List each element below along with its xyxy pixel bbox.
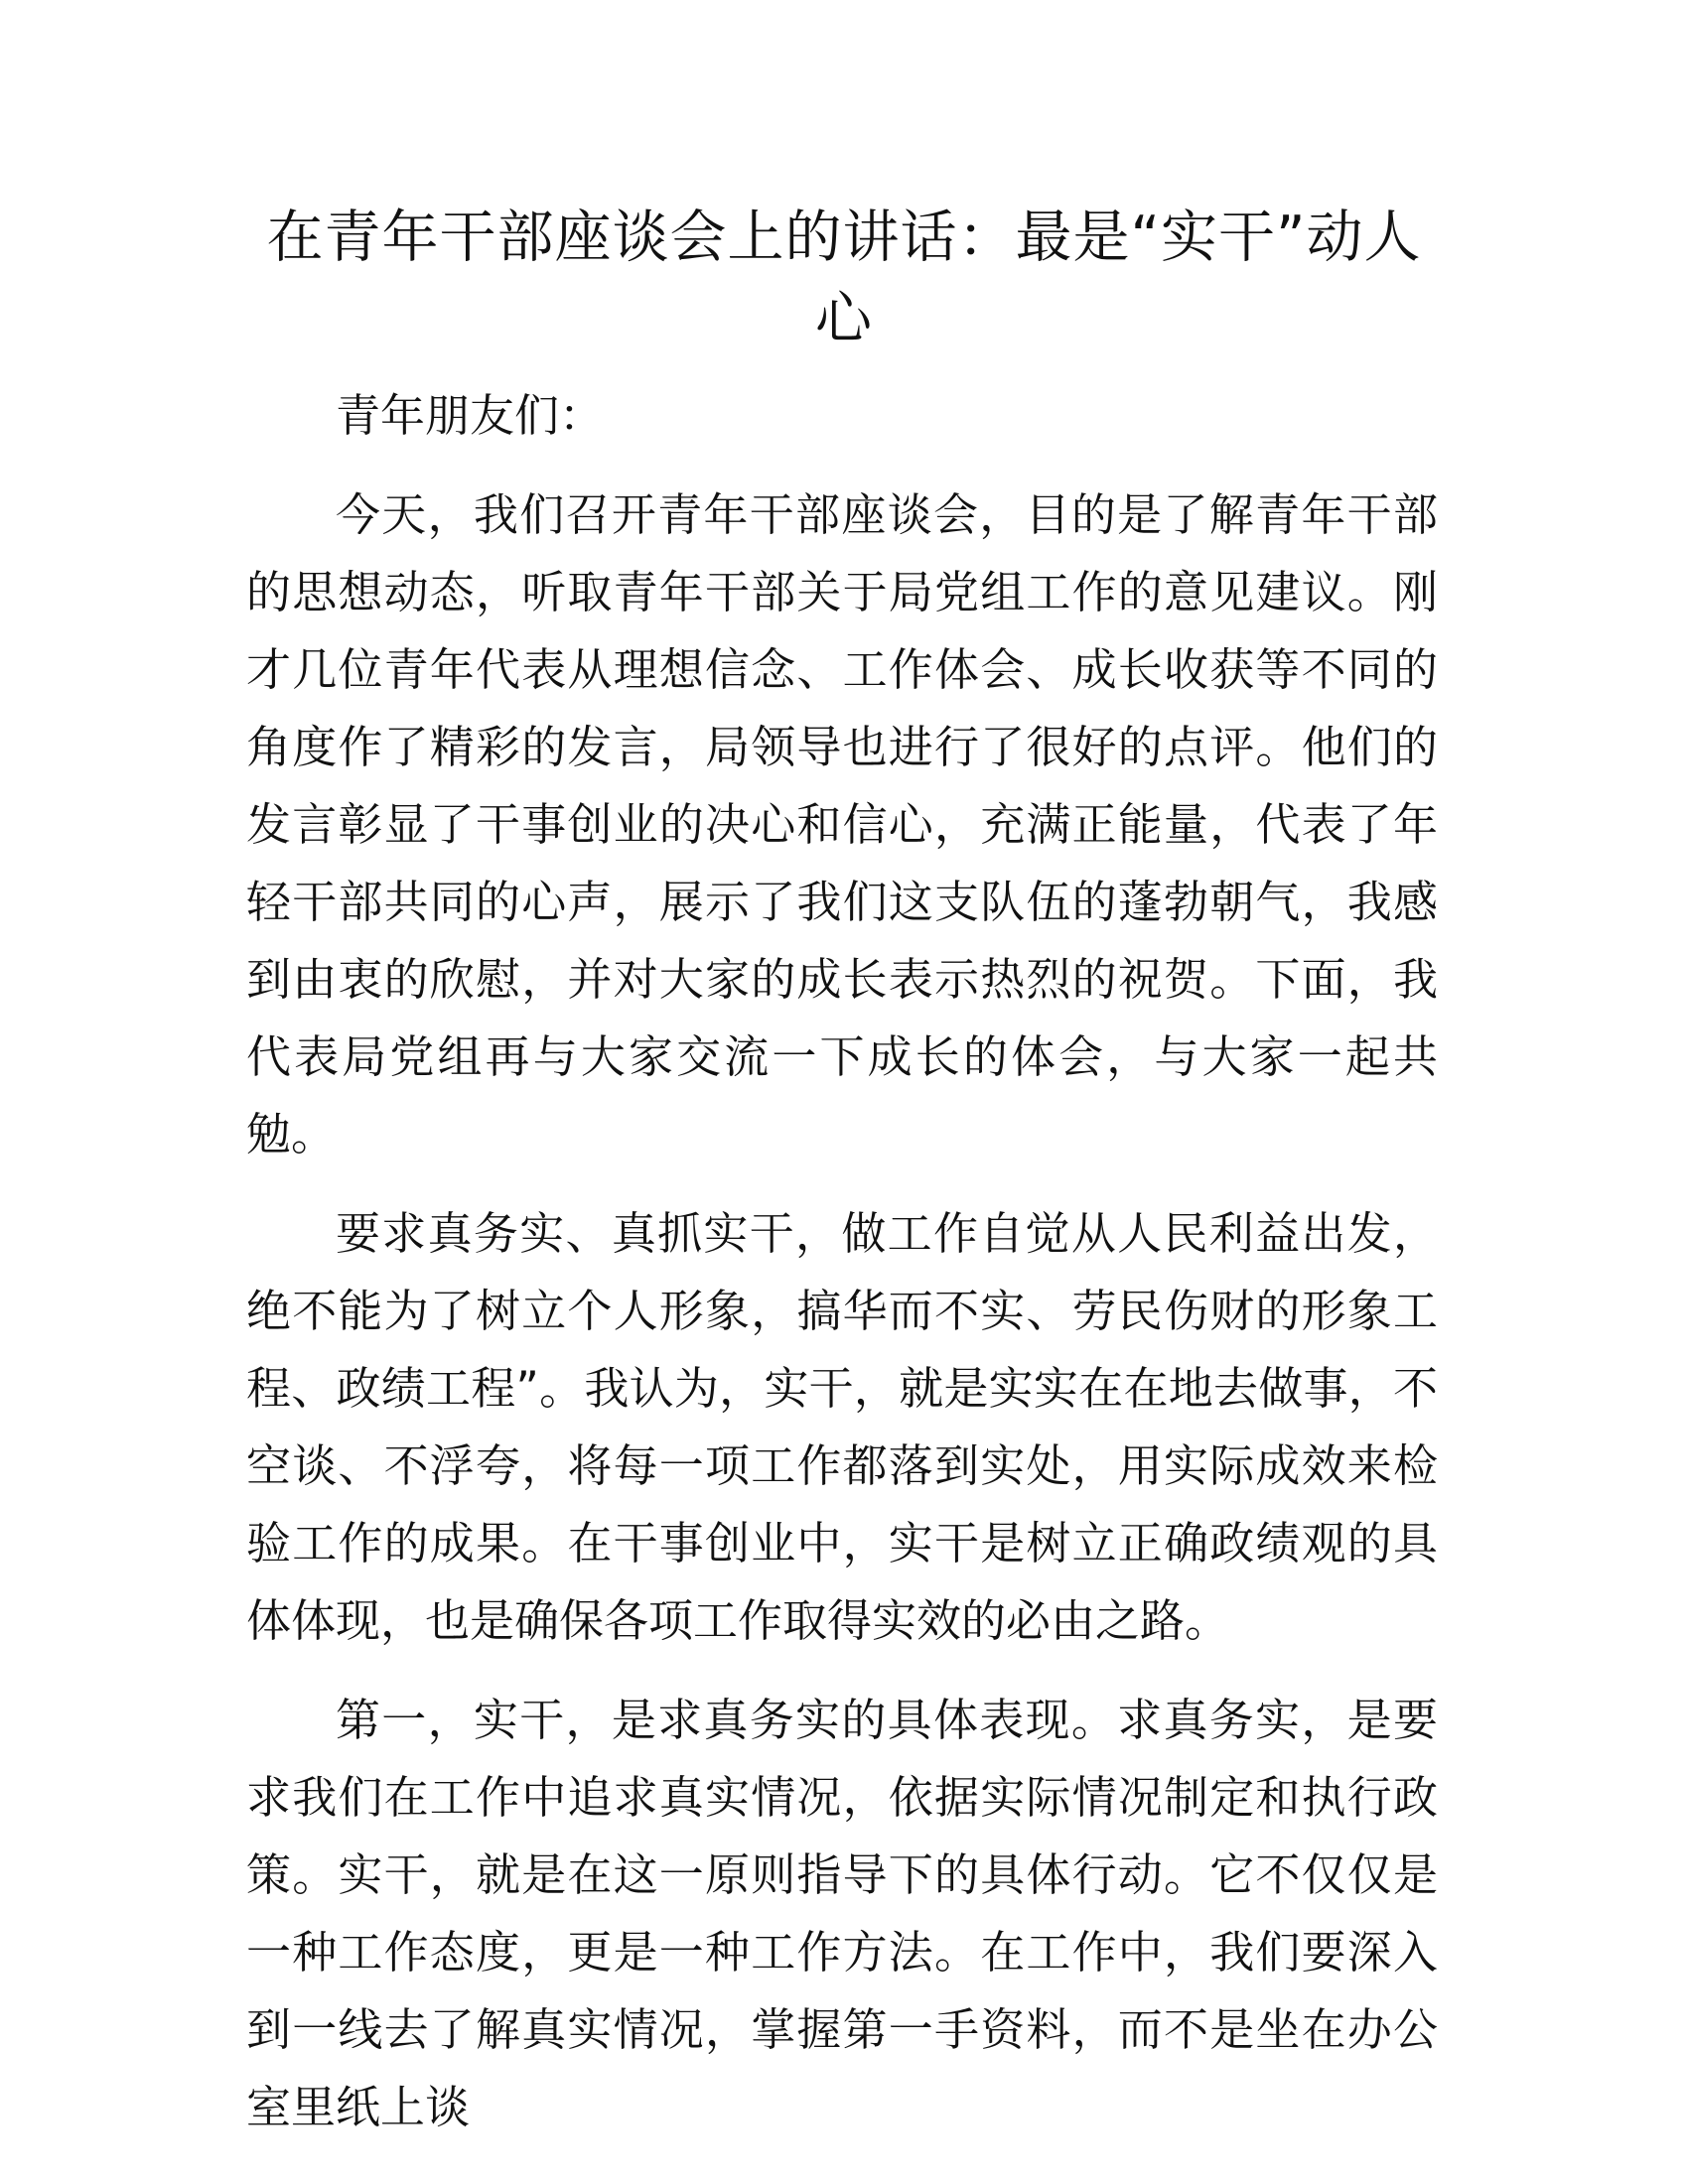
document-body — [246, 377, 1438, 2168]
paragraph-1: 今天，我们召开青年干部座谈会，目的是了解青年干部的思想动态，听取青年干部关于局党组工作的意见建议。刚才几位青年代表从理想信念、工作体会、成长收获等不同的角度作了精彩的发言，局领导也进行了很好的点评。他们的发言彰显了干事创业的决心和信心，充满正能量，代表了年轻干部共同的心声，展示了我们这支队伍的蓬勃朝气，我感到由衷的欣慰，并对大家的成长表示热烈的祝贺。下面，我代表局党组再与大家交流一下成长的体会，与大家一起共勉。 — [246, 488, 1438, 1160]
paragraph-3: 第一，实干，是求真务实的具体表现。求真务实，是要求我们在工作中追求真实情况，依据实际情况制定和执行政策。实干，就是在这一原则指导下的具体行动。它不仅仅是一种工作态度，更是一种工作方法。在工作中，我们要深入到一线去了解真实情况，掌握第一手资料，而不是坐在办公室里纸上谈 — [246, 1694, 1438, 2133]
salutation: 青年朋友们： — [336, 389, 605, 442]
paragraph-2: 要求真务实、真抓实干，做工作自觉从人民利益出发，绝不能为了树立个人形象，搞华而不实、劳民伤财的形象工程、政绩工程”。我认为，实干，就是实实在在地去做事，不空谈、不浮夸，将每一项工作都落到实处，用实际成效来检验工作的成果。在干事创业中，实干是树立正确政绩观的具体体现，也是确保各项工作取得实效的必由之路。 — [246, 1207, 1438, 1647]
document-title: 在青年干部座谈会上的讲话：最是“实干”动人心 — [266, 205, 1422, 351]
